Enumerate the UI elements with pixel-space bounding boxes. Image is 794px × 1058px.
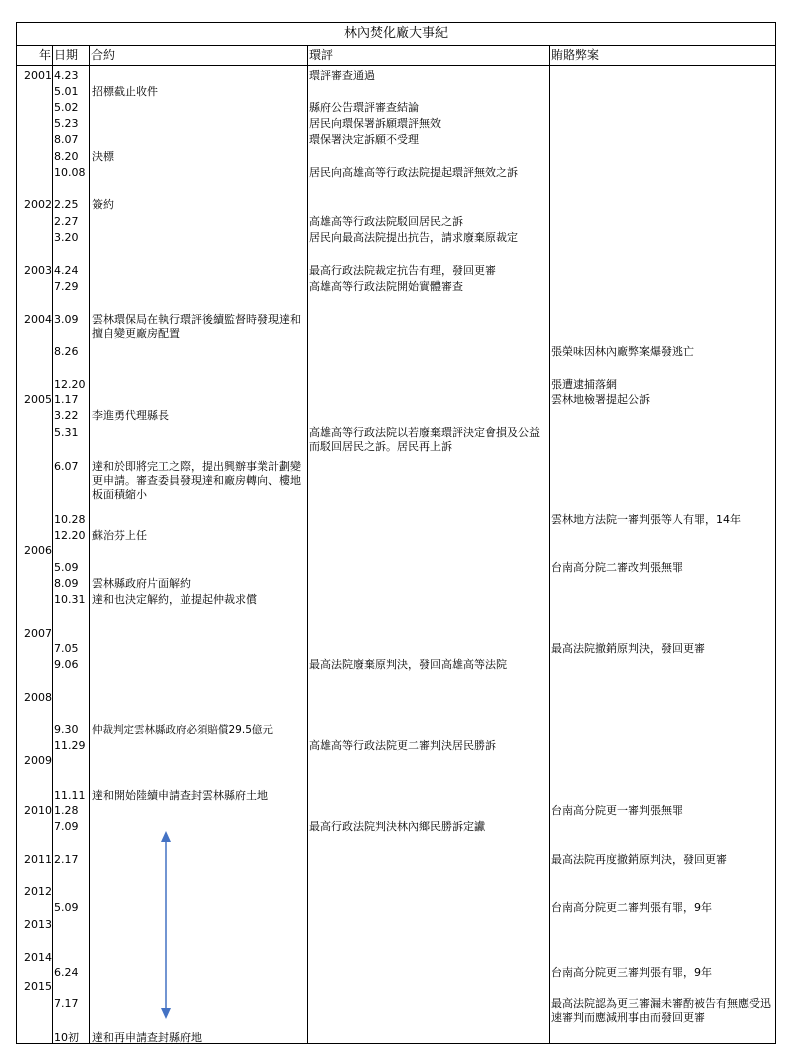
date-cell: 10初 <box>54 1031 79 1044</box>
eia-entry: 最高行政法院判決林內鄉民勝訴定讞 <box>309 820 485 833</box>
year-cell: 2014 <box>24 951 52 964</box>
date-cell: 7.29 <box>54 280 79 293</box>
date-cell: 5.02 <box>54 101 79 114</box>
date-cell: 3.09 <box>54 313 79 326</box>
date-cell: 8.26 <box>54 345 79 358</box>
year-cell: 2015 <box>24 980 52 993</box>
eia-entry: 居民向最高法院提出抗告，請求廢棄原裁定 <box>309 231 518 244</box>
date-cell: 5.01 <box>54 85 79 98</box>
date-cell: 12.20 <box>54 529 86 542</box>
date-cell: 6.07 <box>54 460 79 473</box>
header-year: 年 <box>38 48 51 62</box>
year-cell: 2003 <box>24 264 52 277</box>
contract-entry: 達和再申請查封縣府地 <box>92 1031 202 1044</box>
year-cell: 2008 <box>24 691 52 704</box>
year-cell: 2007 <box>24 627 52 640</box>
bribery-entry: 雲林地方法院一審判張等人有罪，14年 <box>551 513 741 526</box>
table-title: 林內焚化廠大事紀 <box>17 23 775 46</box>
year-cell: 2002 <box>24 198 52 211</box>
eia-entry: 高雄高等行政法院駁回居民之訴 <box>309 215 463 228</box>
eia-entry: 環評審查通過 <box>309 69 375 82</box>
eia-entry: 最高行政法院裁定抗告有理，發回更審 <box>309 264 496 277</box>
contract-entry: 李進勇代理縣長 <box>92 409 169 422</box>
header-eia: 環評 <box>309 48 334 62</box>
timeline-table <box>16 22 776 1044</box>
date-cell: 6.24 <box>54 966 79 979</box>
date-cell: 1.28 <box>54 804 79 817</box>
year-cell: 2009 <box>24 754 52 767</box>
date-cell: 11.29 <box>54 739 86 752</box>
bribery-entry: 張榮味因林內廠弊案爆發逃亡 <box>551 345 694 358</box>
contract-entry: 蘇治芬上任 <box>92 529 147 542</box>
date-cell: 3.22 <box>54 409 79 422</box>
bribery-entry: 雲林地檢署提起公訴 <box>551 393 650 406</box>
date-cell: 8.20 <box>54 150 79 163</box>
eia-entry: 居民向高雄高等行政法院提起環評無效之訴 <box>309 166 518 179</box>
contract-entry: 達和開始陸續申請查封雲林縣府土地 <box>92 789 268 802</box>
bribery-entry: 張遭逮捕落網 <box>551 378 617 391</box>
column-divider <box>52 46 53 1043</box>
eia-entry: 最高法院廢棄原判決，發回高雄高等法院 <box>309 658 507 671</box>
date-cell: 7.17 <box>54 997 79 1010</box>
date-cell: 4.23 <box>54 69 79 82</box>
date-cell: 5.31 <box>54 426 79 439</box>
date-cell: 5.23 <box>54 117 79 130</box>
date-cell: 2.27 <box>54 215 79 228</box>
year-cell: 2011 <box>24 853 52 866</box>
date-cell: 4.24 <box>54 264 79 277</box>
date-cell: 5.09 <box>54 561 79 574</box>
date-cell: 10.28 <box>54 513 86 526</box>
year-cell: 2013 <box>24 918 52 931</box>
date-cell: 9.06 <box>54 658 79 671</box>
bribery-entry: 最高法院認為更三審漏未審酌被告有無應受迅速審判而應減刑事由而發回更審 <box>551 997 771 1024</box>
date-cell: 9.30 <box>54 723 79 736</box>
eia-entry: 高雄高等行政法院開始實體審查 <box>309 280 463 293</box>
year-cell: 2012 <box>24 885 52 898</box>
header-bribery: 賄賂弊案 <box>551 48 600 62</box>
eia-entry: 高雄高等行政法院以若廢棄環評決定會損及公益而駁回居民之訴。居民再上訴 <box>309 426 540 453</box>
contract-entry: 簽約 <box>92 198 114 211</box>
column-divider <box>549 46 550 1043</box>
date-cell: 7.09 <box>54 820 79 833</box>
double-arrow-icon <box>159 831 173 1019</box>
date-cell: 12.20 <box>54 378 86 391</box>
eia-entry: 環保署決定訴願不受理 <box>309 133 419 146</box>
bribery-entry: 最高法院再度撤銷原判決，發回更審 <box>551 853 727 866</box>
contract-entry: 仲裁判定雲林縣政府必須賠償29.5億元 <box>92 724 273 736</box>
bribery-entry: 台南高分院更一審判張無罪 <box>551 804 683 817</box>
date-cell: 8.09 <box>54 577 79 590</box>
year-cell: 2004 <box>24 313 52 326</box>
contract-entry: 招標截止收件 <box>92 85 158 98</box>
date-cell: 10.08 <box>54 166 86 179</box>
contract-entry: 雲林縣政府片面解約 <box>92 577 191 590</box>
eia-entry: 高雄高等行政法院更二審判決居民勝訴 <box>309 739 496 752</box>
date-cell: 2.25 <box>54 198 79 211</box>
date-cell: 11.11 <box>54 789 86 802</box>
contract-entry: 達和於即將完工之際，提出興辦事業計劃變更申請。審查委員發現達和廠房轉向、樓地板面積縮小 <box>92 460 301 501</box>
date-cell: 5.09 <box>54 901 79 914</box>
date-cell: 10.31 <box>54 593 86 606</box>
date-cell: 1.17 <box>54 393 79 406</box>
year-cell: 2010 <box>24 804 52 817</box>
date-cell: 2.17 <box>54 853 79 866</box>
contract-entry: 達和也決定解約，並提起仲裁求償 <box>92 593 257 606</box>
date-cell: 3.20 <box>54 231 79 244</box>
bribery-entry: 最高法院撤銷原判決，發回更審 <box>551 642 705 655</box>
year-cell: 2005 <box>24 393 52 406</box>
date-cell: 7.05 <box>54 642 79 655</box>
eia-entry: 居民向環保署訴願環評無效 <box>309 117 441 130</box>
date-cell: 8.07 <box>54 133 79 146</box>
eia-entry: 縣府公告環評審查結論 <box>309 101 419 114</box>
header-date: 日期 <box>54 48 79 62</box>
bribery-entry: 台南高分院更三審判張有罪，9年 <box>551 966 712 979</box>
bribery-entry: 台南高分院更二審判張有罪，9年 <box>551 901 712 914</box>
contract-entry: 決標 <box>92 150 114 163</box>
header-divider <box>17 65 775 66</box>
header-contract: 合約 <box>91 48 116 62</box>
year-cell: 2006 <box>24 544 52 557</box>
column-divider <box>89 46 90 1043</box>
contract-entry: 雲林環保局在執行環評後續監督時發現達和擅自變更廠房配置 <box>92 313 301 340</box>
bribery-entry: 台南高分院二審改判張無罪 <box>551 561 683 574</box>
column-divider <box>307 46 308 1043</box>
year-cell: 2001 <box>24 69 52 82</box>
